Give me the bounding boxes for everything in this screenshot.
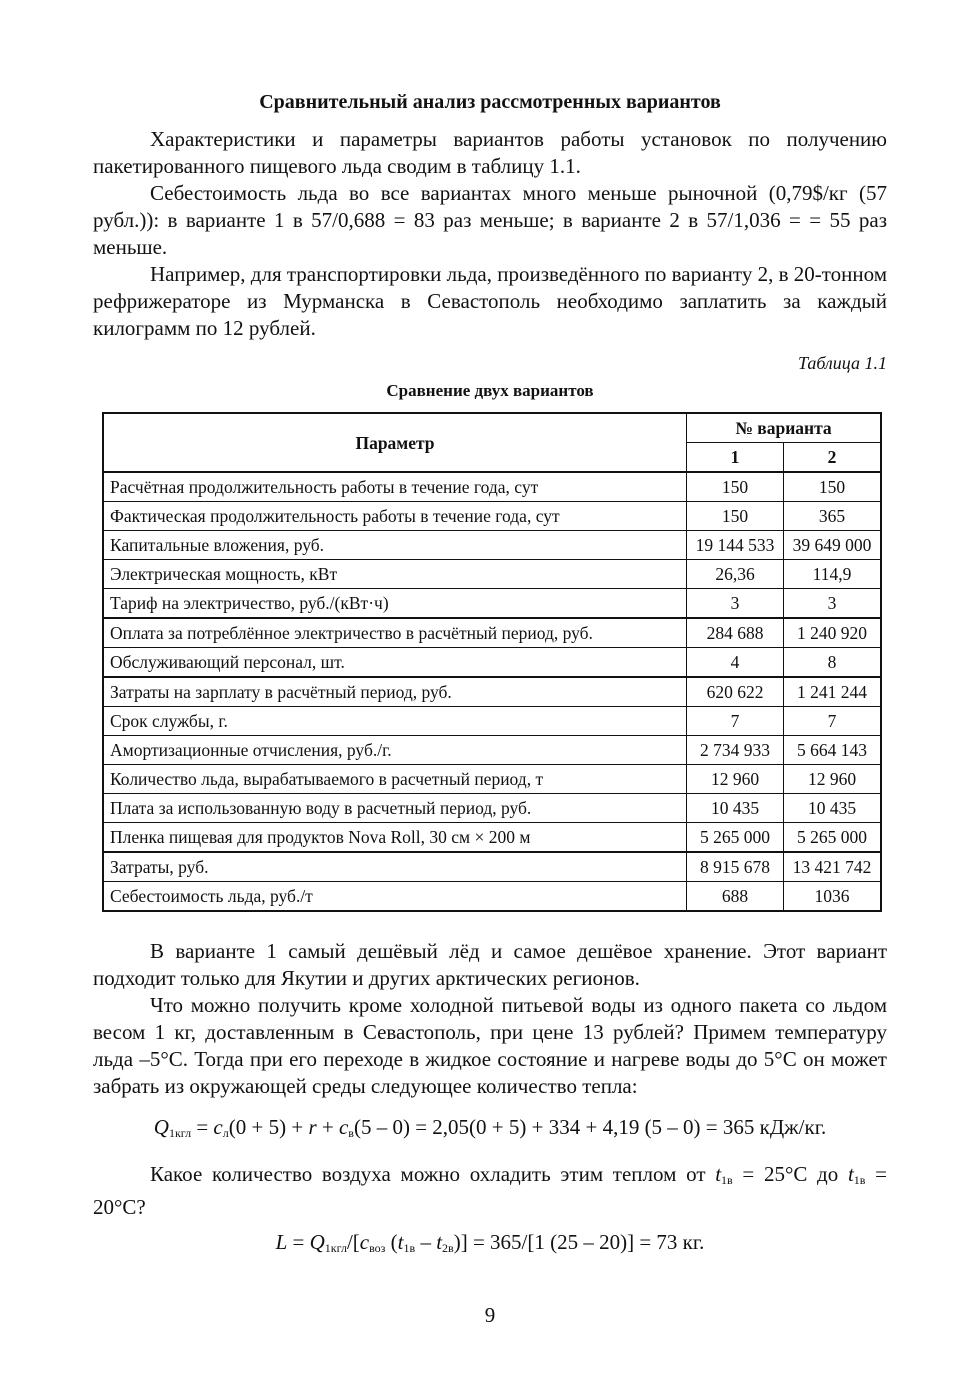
paragraph-intro: Характеристики и параметры вариантов работы установок по получению пакетированного пищевого льда сводим в таблицу 1.1. <box>93 127 887 178</box>
cell-v2: 114,9 <box>784 560 882 589</box>
comparison-table <box>102 412 882 912</box>
header-variant: № варианта <box>687 413 882 443</box>
header-parameter: Параметр <box>103 413 687 472</box>
table-row <box>103 765 881 794</box>
paragraph-cost: Себестоимость льда во все вариантах много меньше рыночной (0,79$/кг (57 рубл.)): в варианте 1 в 57/0,688 = 83 раз меньше; в варианте 2 в 57/1,036 = = 55 раз меньше. <box>93 181 887 259</box>
cell-v2: 1036 <box>784 882 882 912</box>
table-body <box>103 472 881 911</box>
formula2-c: c <box>359 1230 370 1254</box>
table-row <box>103 502 881 531</box>
formula-q: Q <box>153 1115 169 1139</box>
cell-parameter: Плата за использованную воду в расчетный период, руб. <box>103 794 687 823</box>
cell-v1: 19 144 533 <box>687 531 784 560</box>
document-page <box>93 90 887 1276</box>
formula2-minus: – <box>415 1230 437 1254</box>
paragraph-variant1: В варианте 1 самый дешёвый лёд и самое дешёвое хранение. Этот вариант подходит только для Якутии и других арктических регионов. <box>93 939 887 990</box>
formula-mid: (0 + 5) + <box>228 1115 309 1139</box>
table-row <box>103 472 881 502</box>
air-t: t <box>715 1162 722 1186</box>
formula2-t1-sub: 1в <box>403 1241 416 1255</box>
table-row <box>103 736 881 765</box>
cell-v2: 1 240 920 <box>784 618 882 648</box>
cell-v1: 5 265 000 <box>687 823 784 853</box>
cell-parameter: Фактическая продолжительность работы в течение года, сут <box>103 502 687 531</box>
cell-parameter: Себестоимость льда, руб./т <box>103 882 687 912</box>
formula-q-sub: 1кгл <box>168 1126 192 1140</box>
table-row <box>103 707 881 736</box>
cell-v1: 2 734 933 <box>687 736 784 765</box>
air-text-3: = 20°С? <box>93 1162 888 1219</box>
cell-v1: 688 <box>687 882 784 912</box>
table-title: Сравнение двух вариантов <box>386 381 594 400</box>
cell-v1: 26,36 <box>687 560 784 589</box>
header-variant-2: 2 <box>784 443 882 473</box>
cell-parameter: Пленка пищевая для продуктов Nova Roll, 30 см × 200 м <box>103 823 687 853</box>
formula2-open: ( <box>385 1230 398 1254</box>
cell-parameter: Тариф на электричество, руб./(кВт·ч) <box>103 589 687 619</box>
cell-v1: 284 688 <box>687 618 784 648</box>
table-row <box>103 823 881 853</box>
cell-v2: 1 241 244 <box>784 677 882 707</box>
formula2-bracket: /[ <box>346 1230 360 1254</box>
table-caption: Таблица 1.1 <box>797 353 887 373</box>
cell-v1: 3 <box>687 589 784 619</box>
cell-parameter: Расчётная продолжительность работы в течение года, сут <box>103 472 687 502</box>
air-text-1: Какое количество воздуха можно охладить этим теплом от <box>150 1162 716 1186</box>
cell-parameter: Обслуживающий персонал, шт. <box>103 648 687 678</box>
table-row <box>103 648 881 678</box>
formula-c: c <box>213 1115 223 1139</box>
cell-v2: 7 <box>784 707 882 736</box>
formula-air-mass <box>93 1229 887 1262</box>
formula-c-sub: л <box>222 1126 229 1140</box>
cell-v1: 10 435 <box>687 794 784 823</box>
table-row <box>103 794 881 823</box>
cell-v2: 5 265 000 <box>784 823 882 853</box>
formula-cv-sub: в <box>348 1126 354 1140</box>
table-row <box>103 589 881 619</box>
cell-parameter: Количество льда, вырабатываемого в расчетный период, т <box>103 765 687 794</box>
air-t-sub: 1в <box>721 1173 733 1187</box>
cell-v2: 150 <box>784 472 882 502</box>
paragraph-transport: Например, для транспортировки льда, произведённого по варианту 2, в 20-тонном рефрижераторе из Мурманска в Севастополь необходимо заплатить за каждый килограмм по 12 рублей. <box>93 262 887 340</box>
header-variant-1: 1 <box>687 443 784 473</box>
cell-parameter: Срок службы, г. <box>103 707 687 736</box>
formula2-t1: t <box>397 1230 404 1254</box>
section-heading: Сравнительный анализ рассмотренных вариантов <box>259 91 721 113</box>
formula2-t2: t <box>436 1230 443 1254</box>
formula2-q-sub: 1кгл <box>324 1241 347 1255</box>
cell-v1: 150 <box>687 472 784 502</box>
formula2-t2-sub: 2в <box>442 1241 454 1255</box>
cell-v1: 4 <box>687 648 784 678</box>
formula-plus: + <box>316 1115 339 1139</box>
page-number: 9 <box>484 1303 496 1327</box>
formula-eq: = <box>191 1115 214 1139</box>
table-row <box>103 882 881 912</box>
table-row <box>103 531 881 560</box>
air-t2-sub: 1в <box>853 1173 866 1187</box>
cell-parameter: Электрическая мощность, кВт <box>103 560 687 589</box>
cell-v2: 8 <box>784 648 882 678</box>
formula2-eq: = <box>287 1230 310 1254</box>
table-row <box>103 852 881 882</box>
formula2-l: L <box>275 1230 288 1254</box>
cell-v2: 5 664 143 <box>784 736 882 765</box>
cell-v1: 620 622 <box>687 677 784 707</box>
cell-v1: 150 <box>687 502 784 531</box>
cell-parameter: Оплата за потреблённое электричество в расчётный период, руб. <box>103 618 687 648</box>
paragraph-question: Что можно получить кроме холодной питьевой воды из одного пакета со льдом весом 1 кг, доставленным в Севастополь, при цене 13 рублей? Примем температуру льда –5°С. Тогда при его переходе в жидкое состояние и нагреве воды до 5°С он может забрать из окружающей среды следующее количество тепла: <box>93 993 887 1098</box>
cell-parameter: Амортизационные отчисления, руб./г. <box>103 736 687 765</box>
cell-v1: 12 960 <box>687 765 784 794</box>
cell-v2: 39 649 000 <box>784 531 882 560</box>
formula-rest: (5 – 0) = 2,05(0 + 5) + 334 + 4,19 (5 – 0) = 365 кДж/кг. <box>353 1115 827 1139</box>
cell-v2: 365 <box>784 502 882 531</box>
cell-v1: 7 <box>687 707 784 736</box>
cell-v2: 13 421 742 <box>784 852 882 882</box>
cell-v2: 12 960 <box>784 765 882 794</box>
formula-cv: c <box>338 1115 349 1139</box>
formula2-q: Q <box>309 1230 325 1254</box>
cell-parameter: Капитальные вложения, руб. <box>103 531 687 560</box>
cell-v2: 3 <box>784 589 882 619</box>
cell-v1: 8 915 678 <box>687 852 784 882</box>
table-row <box>103 677 881 707</box>
cell-parameter: Затраты на зарплату в расчётный период, руб. <box>103 677 687 707</box>
formula-r: r <box>308 1115 317 1139</box>
paragraph-air <box>93 1161 887 1221</box>
cell-v2: 10 435 <box>784 794 882 823</box>
formula-heat <box>93 1114 887 1147</box>
formula2-c-sub: воз <box>369 1241 386 1255</box>
formula2-rest: )] = 365/[1 (25 – 20)] = 73 кг. <box>453 1230 705 1254</box>
cell-parameter: Затраты, руб. <box>103 852 687 882</box>
air-t2: t <box>847 1162 854 1186</box>
table-row <box>103 560 881 589</box>
air-text-2: = 25°С до <box>732 1162 848 1186</box>
table-row <box>103 618 881 648</box>
